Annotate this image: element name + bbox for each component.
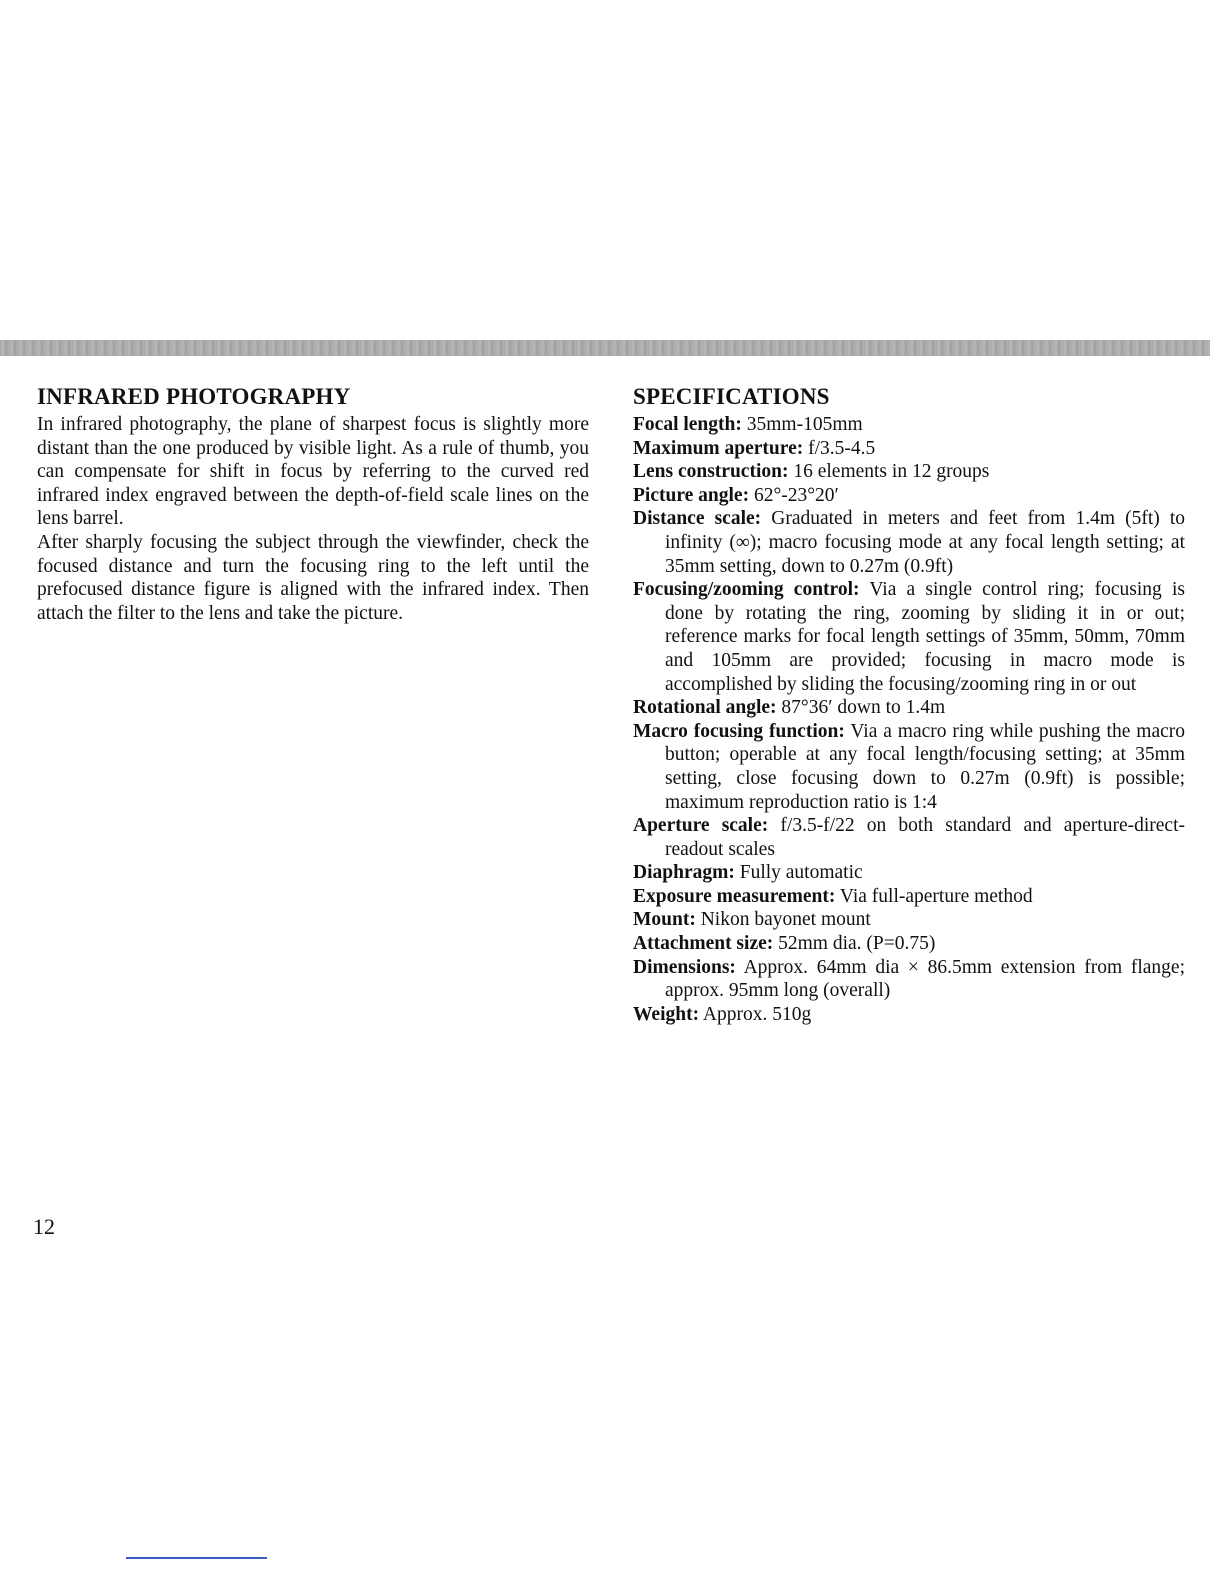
spec-value: f/3.5-f/22 on both standard and aperture-direct-readout scales <box>665 815 1185 860</box>
spec-item <box>633 1003 1185 1027</box>
spec-item <box>633 578 1185 696</box>
spec-label: Exposure measurement: <box>633 885 836 907</box>
spec-item <box>633 437 1185 461</box>
spec-label: Mount: <box>633 909 696 931</box>
footer-divider <box>126 1557 267 1559</box>
spec-label: Dimensions: <box>633 956 736 978</box>
decorative-band <box>0 340 1210 356</box>
spec-label: Distance scale: <box>633 508 762 530</box>
spec-value: Approx. 64mm dia × 86.5mm extension from flange; approx. 95mm long (overall) <box>665 956 1185 1002</box>
infrared-section <box>37 383 589 625</box>
spec-item <box>633 460 1185 484</box>
spec-value: Via full-aperture method <box>839 885 1033 907</box>
spec-label: Focusing/zooming control: <box>633 579 860 601</box>
spec-label: Maximum aperture: <box>633 437 804 459</box>
spec-value: Via a single control ring; focusing is done by rotating the ring, zooming by sliding it in or out; reference marks for focal length settings of 35mm, 50mm, 70mm and 105mm are provided; focusing in macro mode is accomplished by sliding the focusing/zooming ring in or out <box>665 579 1185 695</box>
spec-item <box>633 885 1185 909</box>
spec-value: Via a macro ring while pushing the macro button; operable at any focal length/focusing setting; at 35mm setting, close focusing down to 0.27m (0.9ft) is possible; maximum reproduction ratio is 1:4 <box>665 720 1185 813</box>
spec-label: Lens construction: <box>633 461 789 483</box>
spec-item <box>633 861 1185 885</box>
page-number: 12 <box>33 1214 55 1239</box>
specifications-section <box>633 383 1185 1026</box>
spec-label: Diaphragm: <box>633 862 735 884</box>
spec-label: Attachment size: <box>633 933 774 955</box>
spec-item <box>633 932 1185 956</box>
spec-value: Nikon bayonet mount <box>700 909 871 931</box>
spec-label: Focal length: <box>633 414 742 435</box>
spec-item <box>633 720 1185 814</box>
spec-value: 52mm dia. (P=0.75) <box>778 933 936 955</box>
spec-value: Graduated in meters and feet from 1.4m (5ft) to infinity (∞); macro focusing mode at any focal length setting; at 35mm setting, down to 0.27m (0.9ft) <box>665 508 1185 577</box>
spec-label: Macro focusing function: <box>633 720 845 742</box>
spec-label: Picture angle: <box>633 484 750 506</box>
spec-item <box>633 484 1185 508</box>
spec-list <box>633 413 1185 1026</box>
spec-item <box>633 413 1185 437</box>
spec-value: Fully automatic <box>739 862 863 884</box>
specifications-title: SPECIFICATIONS <box>633 384 830 409</box>
spec-value: 16 elements in 12 groups <box>793 461 990 483</box>
spec-item <box>633 696 1185 720</box>
infrared-paragraph-2: After sharply focusing the subject through the viewfinder, check the focused distance and turn the focusing ring to the left until the prefocused distance figure is aligned with the infrared index. Then attach the filter to the lens and take the picture. <box>37 531 589 624</box>
spec-value: 87°36′ down to 1.4m <box>781 697 946 719</box>
spec-value: Approx. 510g <box>702 1003 812 1025</box>
spec-item <box>633 507 1185 578</box>
spec-value: 35mm-105mm <box>746 414 863 435</box>
spec-item <box>633 956 1185 1003</box>
spec-label: Rotational angle: <box>633 697 777 719</box>
spec-label: Aperture scale: <box>633 815 769 837</box>
spec-label: Weight: <box>633 1003 700 1025</box>
spec-value: 62°-23°20′ <box>753 484 839 506</box>
infrared-title: INFRARED PHOTOGRAPHY <box>37 384 351 409</box>
spec-item <box>633 908 1185 932</box>
spec-item <box>633 814 1185 861</box>
spec-value: f/3.5-4.5 <box>808 437 876 459</box>
infrared-paragraph-1: In infrared photography, the plane of sharpest focus is slightly more distant than the one produced by visible light. As a rule of thumb, you can compensate for shift in focus by referring to the curved red infrared index engraved between the depth-of-field scale lines on the lens barrel. <box>37 414 589 530</box>
